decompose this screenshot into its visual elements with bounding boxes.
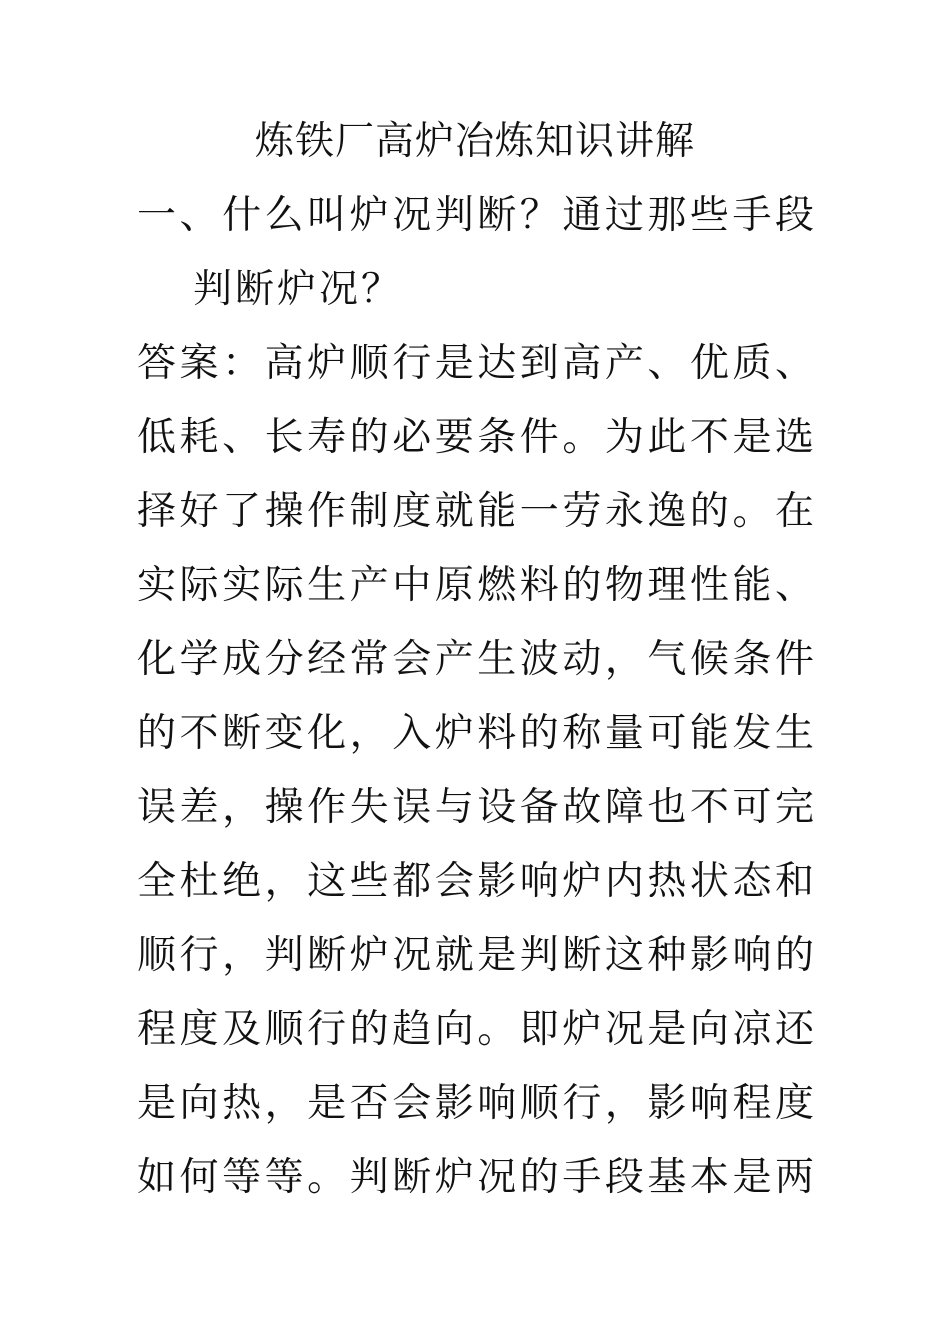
answer-line-10: 程度及顺行的趋向。即炉况是向凉还 xyxy=(137,1007,817,1052)
answer-line-7: 误差，操作失误与设备故障也不可完 xyxy=(137,785,817,830)
answer-line-8: 全杜绝，这些都会影响炉内热状态和 xyxy=(137,859,817,904)
answer-line-11: 是向热，是否会影响顺行，影响程度 xyxy=(137,1081,817,1126)
answer-line-2: 低耗、长寿的必要条件。为此不是选 xyxy=(137,415,817,460)
question-line-2: 判断炉况？ xyxy=(193,267,404,312)
answer-line-6: 的不断变化，入炉料的称量可能发生 xyxy=(137,711,817,756)
question-line-1: 一、什么叫炉况判断？通过那些手段 xyxy=(137,193,817,238)
document-title: 炼铁厂高炉冶炼知识讲解 xyxy=(254,119,695,164)
answer-line-12: 如何等等。判断炉况的手段基本是两 xyxy=(137,1155,817,1200)
answer-line-5: 化学成分经常会产生波动，气候条件 xyxy=(137,637,817,682)
answer-line-3: 择好了操作制度就能一劳永逸的。在 xyxy=(137,489,817,534)
answer-line-1: 答案：高炉顺行是达到高产、优质、 xyxy=(137,341,817,386)
answer-line-4: 实际实际生产中原燃料的物理性能、 xyxy=(137,563,817,608)
answer-line-9: 顺行，判断炉况就是判断这种影响的 xyxy=(137,933,817,978)
